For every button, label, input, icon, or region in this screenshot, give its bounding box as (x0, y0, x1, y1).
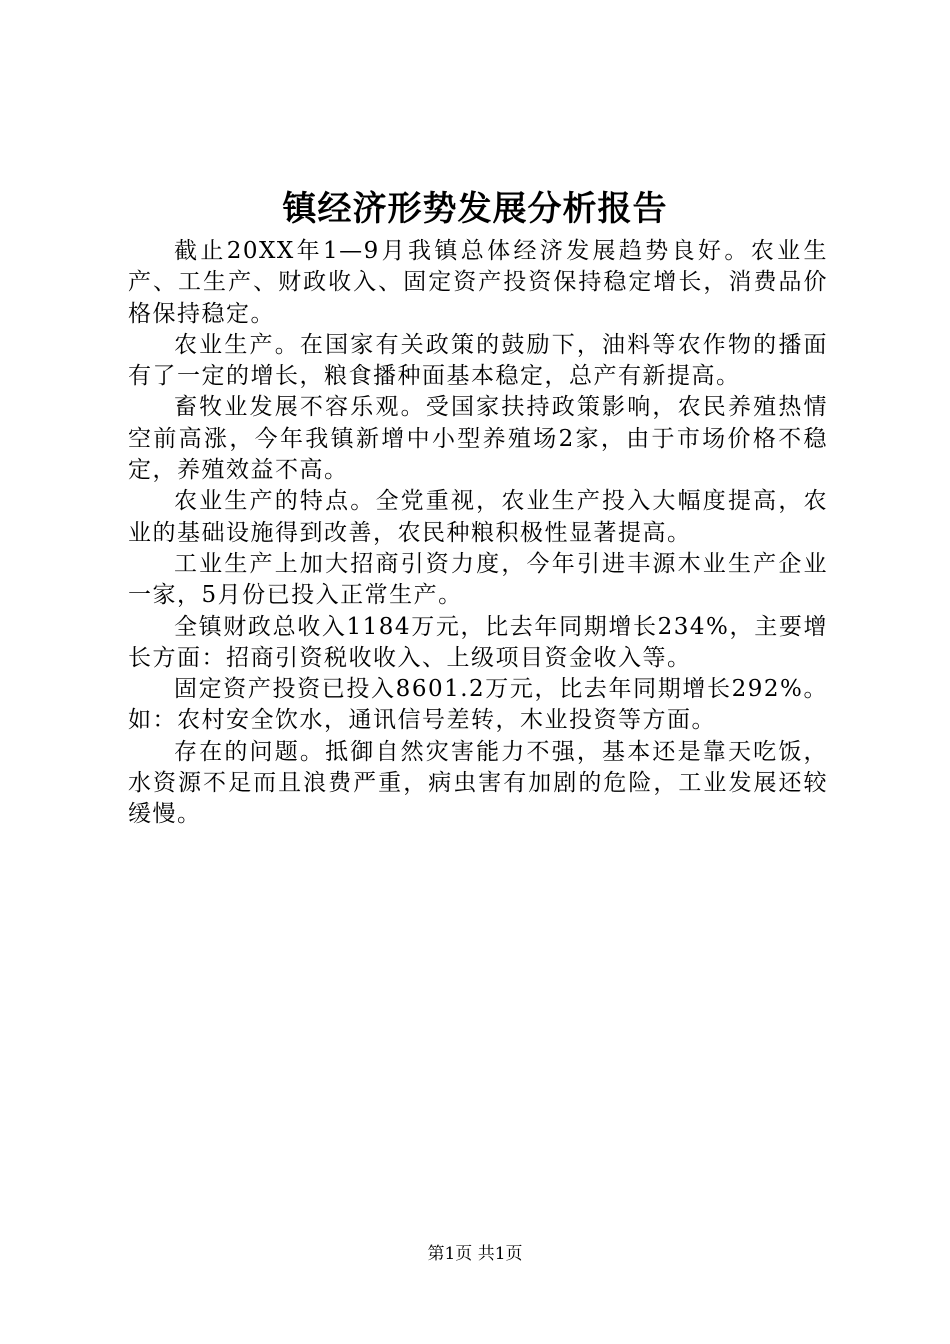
paragraph-2: 农业生产。在国家有关政策的鼓励下，油料等农作物的播面有了一定的增长，粮食播种面基本稳定，总产有新提高。 (128, 331, 828, 390)
paragraph-5: 工业生产上加大招商引资力度，今年引进丰源木业生产企业一家，5月份已投入正常生产。 (128, 550, 828, 609)
document-body (128, 236, 828, 831)
page-footer: 第1页 共1页 (427, 1244, 523, 1264)
paragraph-4: 农业生产的特点。全党重视，农业生产投入大幅度提高，农业的基础设施得到改善，农民种粮积极性显著提高。 (128, 488, 828, 546)
paragraph-1: 截止20XX年1—9月我镇总体经济发展趋势良好。农业生产、工生产、财政收入、固定资产投资保持稳定增长，消费品价格保持稳定。 (128, 238, 828, 327)
paragraph-7: 固定资产投资已投入8601.2万元，比去年同期增长292%。如：农村安全饮水，通讯信号差转，木业投资等方面。 (128, 676, 828, 734)
paragraph-6: 全镇财政总收入1184万元，比去年同期增长234%，主要增长方面：招商引资税收收入、上级项目资金收入等。 (128, 613, 828, 671)
paragraph-3: 畜牧业发展不容乐观。受国家扶持政策影响，农民养殖热情空前高涨，今年我镇新增中小型养殖场2家，由于市场价格不稳定，养殖效益不高。 (128, 394, 828, 484)
paragraph-8: 存在的问题。抵御自然灾害能力不强，基本还是靠天吃饭，水资源不足而且浪费严重，病虫害有加剧的危险，工业发展还较缓慢。 (128, 738, 828, 828)
document-title: 镇经济形势发展分析报告 (282, 189, 668, 229)
